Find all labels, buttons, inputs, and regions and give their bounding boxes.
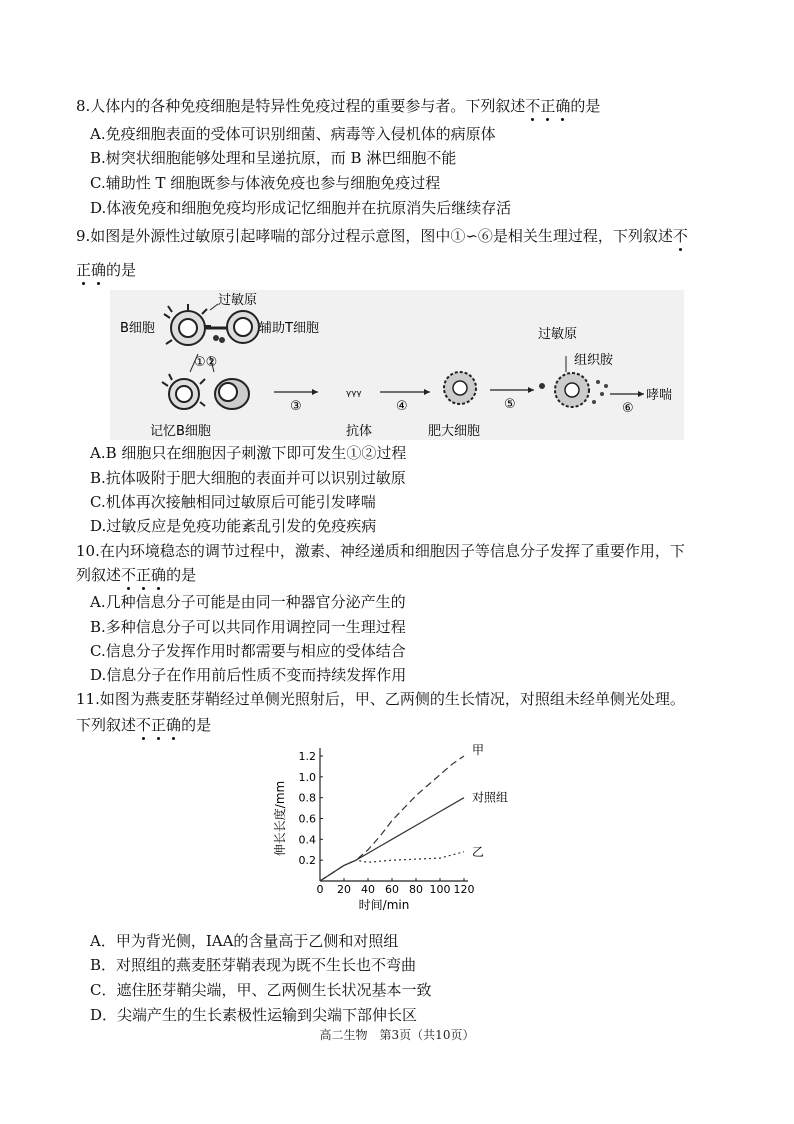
x-axis-title: 时间/min xyxy=(358,898,410,912)
q9-option-a: A.B 细胞只在细胞因子刺激下即可发生①②过程 xyxy=(90,444,407,462)
plasma-cell-graphic xyxy=(215,379,249,409)
q9-stem-line1: 9.如图是外源性过敏原引起哮喘的部分过程示意图，图中①∽⑥是相关生理过程，下列叙述不 xyxy=(76,227,688,245)
q8-option-c: C.辅助性 T 细胞既参与体液免疫也参与细胞免疫过程 xyxy=(90,174,441,192)
y-tick-label: 0.8 xyxy=(298,791,316,805)
label-step-6: ⑥ xyxy=(622,401,634,416)
series-label-2: 对照组 xyxy=(472,790,509,805)
page-footer: 高二生物 第3页（共10页） xyxy=(319,1028,475,1042)
x-tick-label: 40 xyxy=(361,883,375,896)
antigen-particle xyxy=(213,335,219,341)
x-tick-label: 0 xyxy=(316,883,324,896)
q11-option-a: A．甲为背光侧，IAA的含量高于乙侧和对照组 xyxy=(90,932,399,950)
q11-stem-line1: 11.如图为燕麦胚芽鞘经过单侧光照射后，甲、乙两侧的生长情况，对照组未经单侧光处理。 xyxy=(76,690,685,708)
q9-option-b: B.抗体吸附于肥大细胞的表面并可以识别过敏原 xyxy=(90,469,406,487)
label-mast-cell: 肥大细胞 xyxy=(428,424,481,439)
label-step-3: ③ xyxy=(290,399,302,414)
q9-option-d: D.过敏反应是免疫功能紊乱引发的免疫疾病 xyxy=(90,517,377,535)
mast-cell-graphic xyxy=(444,372,476,404)
y-tick-label: 0.4 xyxy=(298,833,316,847)
label-antibody: 抗体 xyxy=(346,424,373,439)
series-label-1: 甲 xyxy=(472,743,485,757)
q10-option-b: B.多种信息分子可以共同作用调控同一生理过程 xyxy=(90,618,406,636)
x-tick-label: 100 xyxy=(429,883,451,896)
label-step-5: ⑤ xyxy=(504,397,516,412)
x-tick-label: 120 xyxy=(453,883,475,896)
series-label-3: 乙 xyxy=(472,844,485,859)
label-asthma: 哮喘 xyxy=(646,388,673,403)
label-histamine: 组织胺 xyxy=(574,353,614,368)
chart-ticks xyxy=(299,750,475,896)
x-tick-label: 80 xyxy=(409,883,423,896)
series-line-1 xyxy=(320,756,464,881)
label-helper-t: 辅助T细胞 xyxy=(259,321,319,336)
helper-t-cell-graphic xyxy=(227,311,259,343)
q8-stem: 8.人体内的各种免疫细胞是特异性免疫过程的重要参与者。下列叙述不正确的是 xyxy=(76,97,601,115)
series-line-2 xyxy=(320,798,464,881)
q11-option-d: D．尖端产生的生长素极性运输到尖端下部伸长区 xyxy=(90,1006,418,1024)
q11-option-b: B．对照组的燕麦胚芽鞘表现为既不生长也不弯曲 xyxy=(90,956,417,974)
q10-option-c: C.信息分子发挥作用时都需要与相应的受体结合 xyxy=(90,642,406,660)
x-tick-label: 60 xyxy=(385,883,399,896)
q9-stem-line2: 正确的是 xyxy=(76,261,137,279)
q10-option-d: D.信息分子在作用前后性质不变而持续发挥作用 xyxy=(90,666,407,684)
q10-option-a: A.几种信息分子可能是由同一种器官分泌产生的 xyxy=(90,593,406,611)
y-tick-label: 0.6 xyxy=(298,812,316,826)
q10-stem-line1: 10.在内环境稳态的调节过程中，激素、神经递质和细胞因子等信息分子发挥了重要作用，下 xyxy=(76,542,685,560)
antigen-particle xyxy=(219,337,225,343)
chart-series xyxy=(320,756,464,881)
label-allergen: 过敏原 xyxy=(218,293,258,308)
q11-option-c: C．遮住胚芽鞘尖端，甲、乙两侧生长状况基本一致 xyxy=(90,981,432,999)
y-tick-label: 0.2 xyxy=(298,854,316,868)
q11-stem-line2: 下列叙述不正确的是 xyxy=(76,716,212,734)
y-tick-label: 1.2 xyxy=(298,750,316,763)
label-step-4: ④ xyxy=(396,399,408,414)
q9-option-c: C.机体再次接触相同过敏原后可能引发哮喘 xyxy=(90,493,376,511)
series-line-3 xyxy=(320,852,464,881)
x-tick-label: 20 xyxy=(337,883,351,896)
y-axis-title: 伸长长度/mm xyxy=(273,780,287,857)
y-tick-label: 1.0 xyxy=(298,770,316,784)
q10-stem-line2: 列叙述不正确的是 xyxy=(76,566,197,584)
allergy-process-figure xyxy=(110,290,684,440)
q8-option-a: A.免疫细胞表面的受体可识别细菌、病毒等入侵机体的病原体 xyxy=(90,125,496,143)
label-memory-b: 记忆B细胞 xyxy=(150,424,211,439)
label-allergen-2: 过敏原 xyxy=(538,327,578,342)
label-b-cell: B细胞 xyxy=(120,321,155,336)
antibody-graphic: ᵞᵞᵞ xyxy=(346,388,362,404)
growth-line-chart xyxy=(270,740,530,915)
q8-option-d: D.体液免疫和细胞免疫均形成记忆细胞并在抗原消失后继续存活 xyxy=(90,199,512,217)
q8-option-b: B.树突状细胞能够处理和呈递抗原，而 B 淋巴细胞不能 xyxy=(90,149,457,167)
label-steps-1-2: ①② xyxy=(194,355,218,370)
chart-axes xyxy=(320,748,468,881)
allergen-dot xyxy=(539,383,545,389)
